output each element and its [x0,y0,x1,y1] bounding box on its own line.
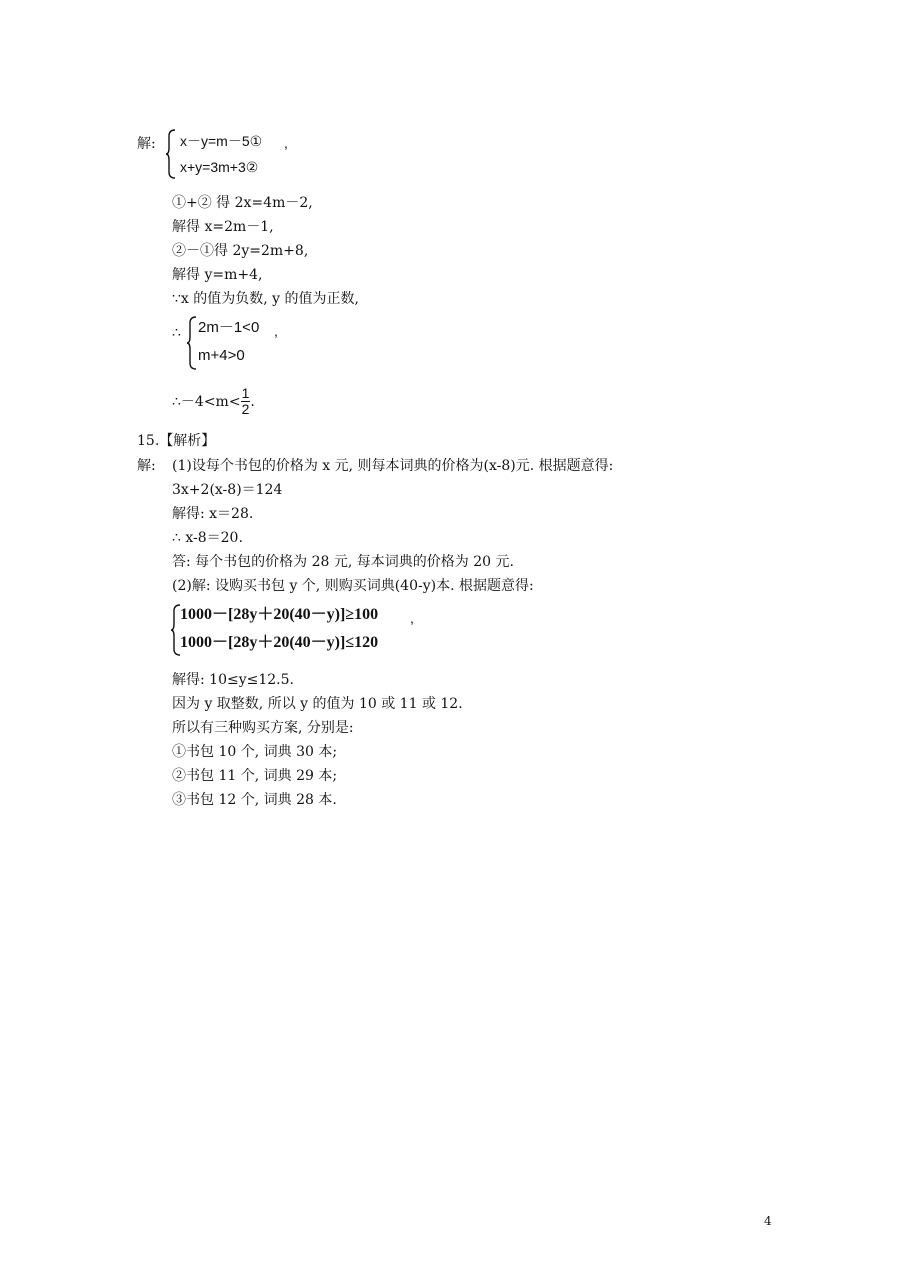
fraction-denominator: 2 [241,401,250,417]
text-line: (2)解: 设购买书包 y 个, 则购买词典(40-y)本. 根据题意得: [172,578,534,594]
step-solve-y: 解得 y=m+4, [172,267,263,283]
final-inequality [172,386,255,417]
left-brace-1 [165,129,177,179]
system2-comma: , [274,323,278,339]
problem-15-heading: 15.【解析】 [137,433,216,449]
step-subtract-equations: ②－①得 2y=2m+8, [172,243,309,259]
step-condition: ∵x 的值为负数, y 的值为正数, [172,291,359,307]
step-add-equations: ①+② 得 2x=4m－2, [172,195,313,211]
system1-equation-2: x+y=3m+3② [180,159,259,175]
system3-comma: , [410,610,414,626]
fraction-numerator: 1 [241,385,250,401]
page-number: 4 [764,1214,772,1228]
text-line: (1)设每个书包的价格为 x 元, 则每本词典的价格为(x-8)元. 根据题意得: [172,458,614,474]
text-line: ①书包 10 个, 词典 30 本; [172,744,338,760]
final-inequality-prefix: ∴－4<m< [172,393,241,410]
text-line: 解得: x＝28. [172,506,254,522]
text-line: 所以有三种购买方案, 分别是: [172,720,354,736]
system1-comma: , [284,135,288,151]
system1-equation-1: x－y=m－5① [180,133,263,149]
text-line: 因为 y 取整数, 所以 y 的值为 10 或 11 或 12. [172,696,463,712]
text-line: 答: 每个书包的价格为 28 元, 每本词典的价格为 20 元. [172,554,514,570]
solution-label: 解: [137,136,156,152]
solution-label-2: 解: [137,458,156,474]
fraction-one-half [241,386,251,417]
step-solve-x: 解得 x=2m－1, [172,219,274,235]
system3-inequality-2: 1000－[28y＋20(40－y)]≤120 [180,634,379,651]
text-line: 解得: 10≤y≤12.5. [172,672,294,688]
system2-inequality-2: m+4>0 [198,347,245,364]
text-line: ③书包 12 个, 词典 28 本. [172,792,337,808]
text-line: ∴ x-8＝20. [172,530,243,546]
system2-inequality-1: 2m－1<0 [198,319,260,336]
text-line: ②书包 11 个, 词典 29 本; [172,768,338,784]
text-line: 3x+2(x-8)＝124 [172,482,283,498]
final-inequality-suffix: . [250,393,255,410]
left-brace-2 [186,316,198,370]
system3-inequality-1: 1000－[28y＋20(40－y)]≥100 [180,606,379,623]
therefore-symbol: ∴ [172,325,181,341]
